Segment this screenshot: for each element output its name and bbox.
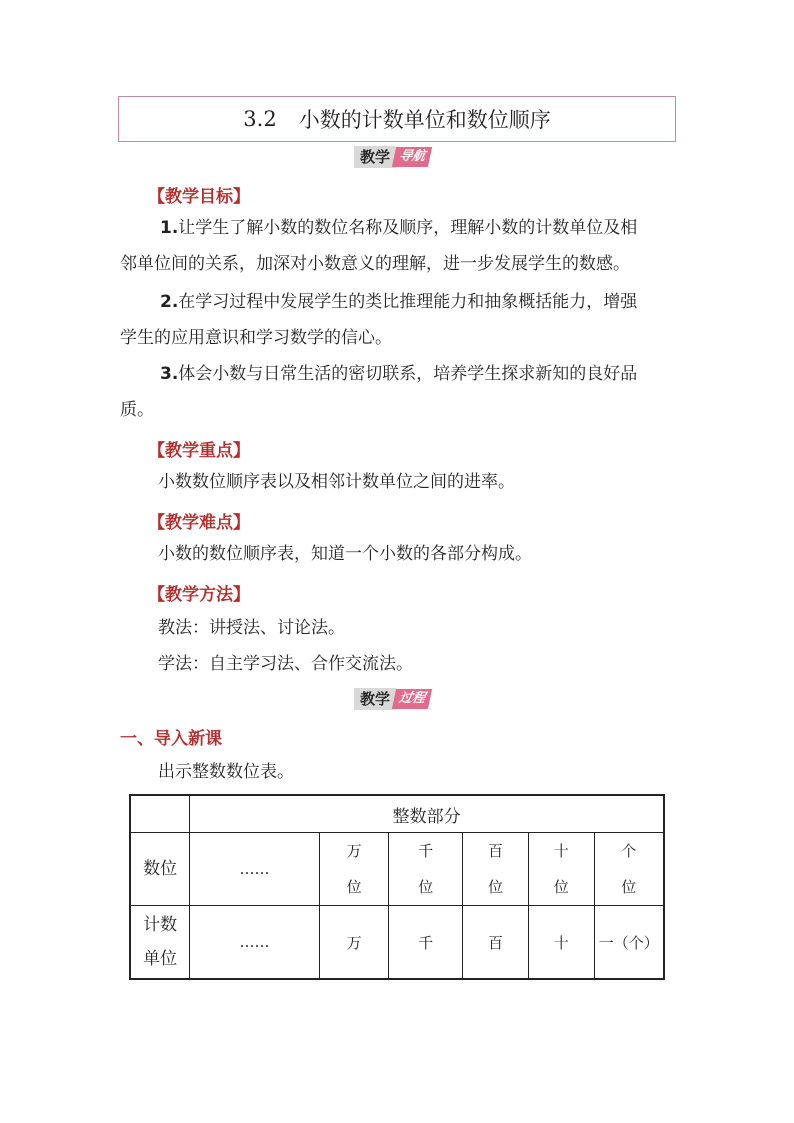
ellipsis-cell: ……	[190, 906, 319, 980]
key-text: 小数数位顺序表以及相邻计数单位之间的进率。	[158, 472, 515, 492]
place-bottom: 位	[346, 878, 362, 896]
goals-heading: 【教学目标】	[148, 187, 250, 207]
goal-3-line-1	[160, 356, 637, 392]
place-bottom: 位	[553, 878, 569, 896]
badge-left: 教学	[354, 146, 396, 168]
place-bottom: 位	[418, 878, 434, 896]
goal-1-line-2: 邻单位间的关系，加深对小数意义的理解，进一步发展学生的数感。	[120, 254, 630, 274]
unit-cell: 一（个）	[594, 906, 664, 980]
unit-cell: 百	[463, 906, 529, 980]
lesson-title	[118, 96, 676, 142]
place-cell	[463, 833, 529, 906]
lesson-number: 3.2	[243, 107, 277, 131]
key-heading: 【教学重点】	[148, 441, 250, 461]
row-label-unit	[130, 906, 190, 980]
part1-title: 一、导入新课	[120, 729, 222, 749]
difficult-heading: 【教学难点】	[148, 513, 250, 533]
lesson-title-text: 小数的计数单位和数位顺序	[298, 108, 551, 132]
goal-3-text-1: 体会小数与日常生活的密切联系，培养学生探求新知的良好品	[178, 364, 638, 384]
difficult-text: 小数的数位顺序表，知道一个小数的各部分构成。	[158, 544, 532, 564]
place-bottom: 位	[621, 878, 637, 896]
method-teach: 教法：讲授法、讨论法。	[158, 618, 345, 638]
place-top: 十	[553, 842, 569, 860]
ellipsis-cell: ……	[190, 833, 319, 906]
unit-label-b: 单位	[143, 949, 178, 969]
badge-right: 导航	[392, 147, 432, 167]
goal-3-line-2: 质。	[120, 400, 154, 420]
place-cell	[594, 833, 664, 906]
place-top: 万	[346, 842, 362, 860]
teaching-nav-badge	[354, 146, 430, 168]
goal-2-line-1	[160, 284, 637, 320]
goal-2-number: 2.	[160, 292, 179, 312]
unit-cell: 万	[319, 906, 389, 980]
method-learn: 学法：自主学习法、合作交流法。	[158, 654, 413, 674]
badge-right: 过程	[392, 689, 432, 709]
place-top: 千	[418, 842, 434, 860]
place-top: 个	[621, 842, 637, 860]
part1-intro: 出示整数数位表。	[158, 762, 294, 782]
goal-1-line-1	[160, 210, 637, 246]
place-bottom: 位	[487, 878, 503, 896]
goal-2-line-2: 学生的应用意识和学习数学的信心。	[120, 328, 392, 348]
teaching-process-badge	[354, 688, 430, 710]
goal-3-number: 3.	[160, 364, 179, 384]
method-heading: 【教学方法】	[148, 585, 250, 605]
place-cell	[528, 833, 594, 906]
badge-left: 教学	[354, 688, 396, 710]
table-corner	[130, 795, 190, 833]
integer-part-header: 整数部分	[190, 795, 664, 833]
unit-label-a: 计数	[143, 915, 178, 935]
place-top: 百	[487, 842, 503, 860]
unit-cell: 千	[389, 906, 463, 980]
place-cell	[389, 833, 463, 906]
place-cell	[319, 833, 389, 906]
goal-2-text-1: 在学习过程中发展学生的类比推理能力和抽象概括能力，增强	[178, 292, 638, 312]
goal-1-number: 1.	[160, 218, 179, 238]
row-label-place: 数位	[130, 833, 190, 906]
unit-cell: 十	[528, 906, 594, 980]
integer-place-value-table	[129, 794, 665, 980]
goal-1-text-1: 让学生了解小数的数位名称及顺序，理解小数的计数单位及相	[178, 218, 638, 238]
